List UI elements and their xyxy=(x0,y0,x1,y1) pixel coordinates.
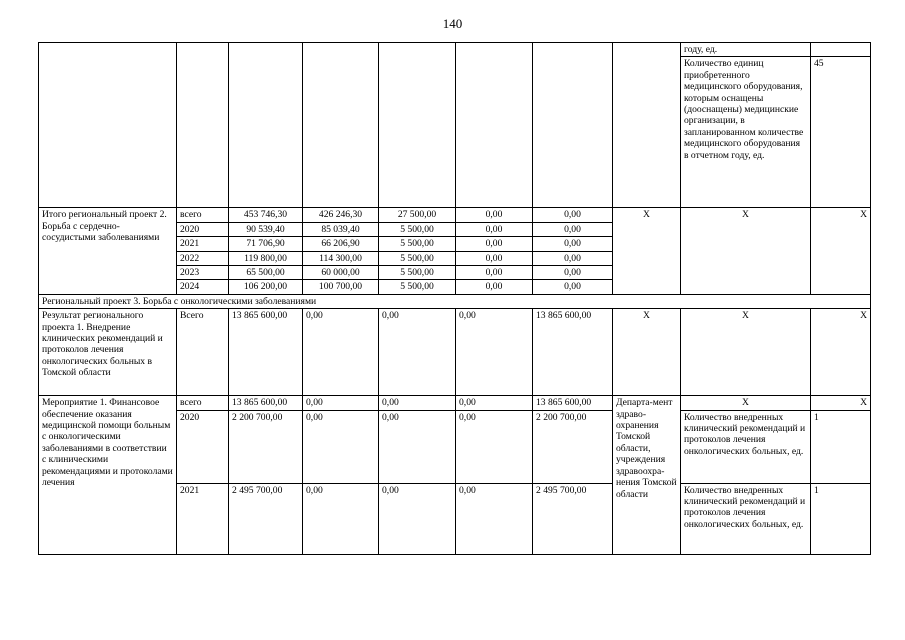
value-cell: 0,00 xyxy=(533,251,613,265)
value-cell: 0,00 xyxy=(456,396,533,410)
year-cell: всего xyxy=(177,208,229,222)
value-cell: 5 500,00 xyxy=(379,266,456,280)
value-cell: 0,00 xyxy=(533,266,613,280)
value-cell: 0,00 xyxy=(456,280,533,294)
table-row xyxy=(39,309,871,396)
value-cell: 90 539,40 xyxy=(229,222,303,236)
rp2-name: Итого региональный проект 2. Борьба с сердечно-сосудистыми заболеваниями xyxy=(39,208,177,294)
value-cell: 0,00 xyxy=(303,410,379,483)
value-cell: 2 200 700,00 xyxy=(533,410,613,483)
budget-table xyxy=(38,42,871,555)
x-cell: Х xyxy=(681,208,811,294)
year-cell: 2022 xyxy=(177,251,229,265)
value-cell: 5 500,00 xyxy=(379,237,456,251)
value-cell: 0,00 xyxy=(533,222,613,236)
measure1-name: Мероприятие 1. Финансовое обеспечение оказания медицинской помощи больным с онкологическими заболеваниями в соответствии с клиническими рекомендациями и протоколами лечения xyxy=(39,396,177,554)
value-cell: 60 000,00 xyxy=(303,266,379,280)
value-cell: 85 039,40 xyxy=(303,222,379,236)
indicator-cell: Количество внедренных клинический рекомендаций и протоколов лечения онкологических больных, ед. xyxy=(681,483,811,554)
year-cell: всего xyxy=(177,396,229,410)
value-cell: 2 200 700,00 xyxy=(229,410,303,483)
table-row xyxy=(39,43,871,57)
value-cell: 5 500,00 xyxy=(379,251,456,265)
year-cell: 2020 xyxy=(177,410,229,483)
table-row xyxy=(39,396,871,410)
value-cell: 13 865 600,00 xyxy=(533,309,613,396)
year-cell: Всего xyxy=(177,309,229,396)
value-cell: 2 495 700,00 xyxy=(533,483,613,554)
year-cell: 2021 xyxy=(177,483,229,554)
value-cell: 114 300,00 xyxy=(303,251,379,265)
year-cell: 2023 xyxy=(177,266,229,280)
value-cell: 71 706,90 xyxy=(229,237,303,251)
value-cell: 13 865 600,00 xyxy=(229,309,303,396)
value-cell: 66 206,90 xyxy=(303,237,379,251)
value-cell: 27 500,00 xyxy=(379,208,456,222)
value-cell: 0,00 xyxy=(456,266,533,280)
indicator-cell: Х xyxy=(681,396,811,410)
value-cell: 0,00 xyxy=(533,280,613,294)
value-cell: 0,00 xyxy=(303,483,379,554)
value-cell: 13 865 600,00 xyxy=(533,396,613,410)
value-cell: 0,00 xyxy=(456,309,533,396)
value-cell: 0,00 xyxy=(456,483,533,554)
result1-name: Результат регионального проекта 1. Внедрение клинических рекомендаций и протоколов лечения онкологических больных в Томской области xyxy=(39,309,177,396)
year-cell: 2024 xyxy=(177,280,229,294)
x-cell: Х xyxy=(681,309,811,396)
value-cell: 0,00 xyxy=(456,237,533,251)
value-cell: 0,00 xyxy=(379,483,456,554)
value-cell: 0,00 xyxy=(533,237,613,251)
value-cell: 0,00 xyxy=(303,396,379,410)
indicator-value: Х xyxy=(811,396,871,410)
x-cell: Х xyxy=(811,208,871,294)
indicator-value: 1 xyxy=(811,410,871,483)
indicator-value: 45 xyxy=(811,57,871,208)
value-cell: 0,00 xyxy=(456,222,533,236)
rp3-header: Региональный проект 3. Борьба с онкологическими заболеваниями xyxy=(39,294,871,308)
value-cell: 0,00 xyxy=(303,309,379,396)
indicator-cell: Количество внедренных клинический рекомендаций и протоколов лечения онкологических больных, ед. xyxy=(681,410,811,483)
value-cell: 0,00 xyxy=(379,410,456,483)
value-cell: 0,00 xyxy=(533,208,613,222)
year-cell: 2021 xyxy=(177,237,229,251)
value-cell: 5 500,00 xyxy=(379,280,456,294)
value-cell: 0,00 xyxy=(379,396,456,410)
value-cell: 0,00 xyxy=(456,410,533,483)
page-number: 140 xyxy=(442,16,463,31)
value-cell: 453 746,30 xyxy=(229,208,303,222)
value-cell: 106 200,00 xyxy=(229,280,303,294)
year-cell: 2020 xyxy=(177,222,229,236)
value-cell: 119 800,00 xyxy=(229,251,303,265)
x-cell: Х xyxy=(811,309,871,396)
value-cell: 5 500,00 xyxy=(379,222,456,236)
x-cell: Х xyxy=(613,309,681,396)
indicator-value: 1 xyxy=(811,483,871,554)
x-cell: Х xyxy=(613,208,681,294)
indicator-text: Количество единиц приобретенного медицинского оборудования, которым оснащены (дооснащены) медицинские организации, в запланированном количестве медицинского оборудования в отчетном году, ед. xyxy=(681,57,811,208)
value-cell: 426 246,30 xyxy=(303,208,379,222)
table-row xyxy=(39,208,871,222)
value-cell: 0,00 xyxy=(379,309,456,396)
value-cell: 13 865 600,00 xyxy=(229,396,303,410)
value-cell: 2 495 700,00 xyxy=(229,483,303,554)
value-cell: 0,00 xyxy=(456,208,533,222)
value-cell: 65 500,00 xyxy=(229,266,303,280)
indicator-tail: году, ед. xyxy=(681,43,811,57)
value-cell: 0,00 xyxy=(456,251,533,265)
value-cell: 100 700,00 xyxy=(303,280,379,294)
table-row xyxy=(39,294,871,308)
executor-cell: Департа-мент здраво-охранения Томской области, учреждения здравоохра-нения Томской области xyxy=(613,396,681,554)
